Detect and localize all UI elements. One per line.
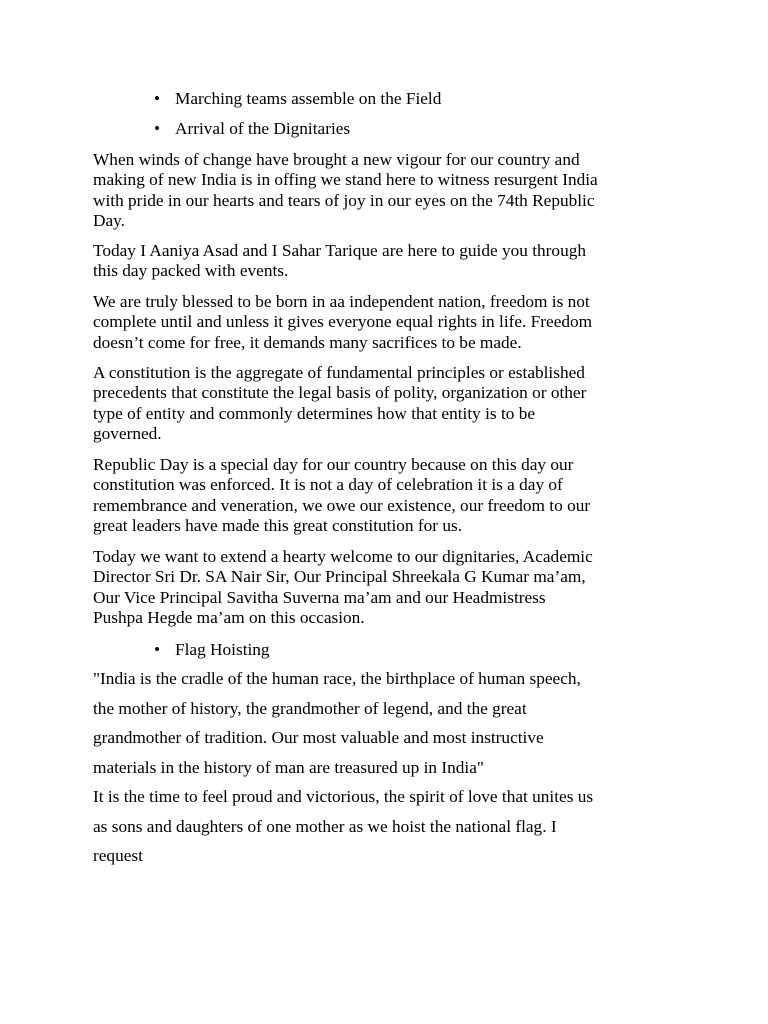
text-line: constitution was enforced. It is not a day of celebration it is a day of [93, 475, 563, 495]
paragraph-quote [93, 664, 713, 871]
text-line: Director Sri Dr. SA Nair Sir, Our Principal Shreekala G Kumar ma’am, [93, 567, 586, 587]
text-line: precedents that constitute the legal basis of polity, organization or other [93, 383, 587, 403]
text-line: doesn’t come for free, it demands many sacrifices to be made. [93, 332, 522, 352]
text-line: Our Vice Principal Savitha Suverna ma’am and our Headmistress [93, 587, 546, 607]
text-line: Pushpa Hegde ma’am on this occasion. [93, 608, 365, 628]
paragraph-constitution [93, 363, 693, 445]
text-line: request [93, 846, 143, 865]
list-item [154, 119, 351, 139]
list-item-text: Flag Hoisting [175, 640, 270, 659]
text-line: A constitution is the aggregate of fundamental principles or established [93, 363, 585, 382]
text-line: the mother of history, the grandmother of legend, and the great [93, 698, 527, 718]
text-line: type of entity and commonly determines how that entity is to be [93, 403, 536, 423]
text-line: great leaders have made this great constitution for us. [93, 516, 463, 536]
text-line: governed. [93, 424, 162, 444]
text-line: We are truly blessed to be born in aa independent nation, freedom is not [93, 292, 590, 311]
list-item [154, 89, 442, 109]
text-line: Today I Aaniya Asad and I Sahar Tarique are here to guide you through [93, 241, 586, 260]
text-line: materials in the history of man are treasured up in India" [93, 757, 484, 777]
bullet-icon: • [154, 119, 161, 138]
text-line: as sons and daughters of one mother as we hoist the national flag. I [93, 816, 557, 836]
text-line: When winds of change have brought a new vigour for our country and [93, 150, 580, 169]
text-line: remembrance and veneration, we owe our existence, our freedom to our [93, 495, 591, 515]
text-line: Republic Day is a special day for our country because on this day our [93, 455, 574, 474]
text-line: grandmother of tradition. Our most valuable and most instructive [93, 728, 544, 747]
list-item [154, 640, 270, 660]
text-line: making of new India is in offing we stand here to witness resurgent India [93, 170, 598, 190]
paragraph-freedom [93, 292, 693, 353]
bullet-icon: • [154, 89, 161, 108]
list-item-text: Marching teams assemble on the Field [175, 89, 442, 108]
list-item-text: Arrival of the Dignitaries [175, 119, 351, 138]
bullet-icon: • [154, 640, 161, 659]
paragraph-intro [93, 150, 693, 232]
text-line: Today we want to extend a hearty welcome to our dignitaries, Academic [93, 547, 593, 566]
paragraph-welcome [93, 547, 693, 629]
paragraph-republic-day [93, 455, 693, 537]
text-line: this day packed with events. [93, 261, 289, 281]
text-line: with pride in our hearts and tears of joy in our eyes on the 74th Republic [93, 190, 595, 210]
text-line: "India is the cradle of the human race, the birthplace of human speech, [93, 669, 581, 688]
paragraph-hosts [93, 241, 693, 282]
text-line: Day. [93, 211, 125, 231]
text-line: complete until and unless it gives everyone equal rights in life. Freedom [93, 312, 593, 332]
text-line: It is the time to feel proud and victorious, the spirit of love that unites us [93, 787, 594, 806]
